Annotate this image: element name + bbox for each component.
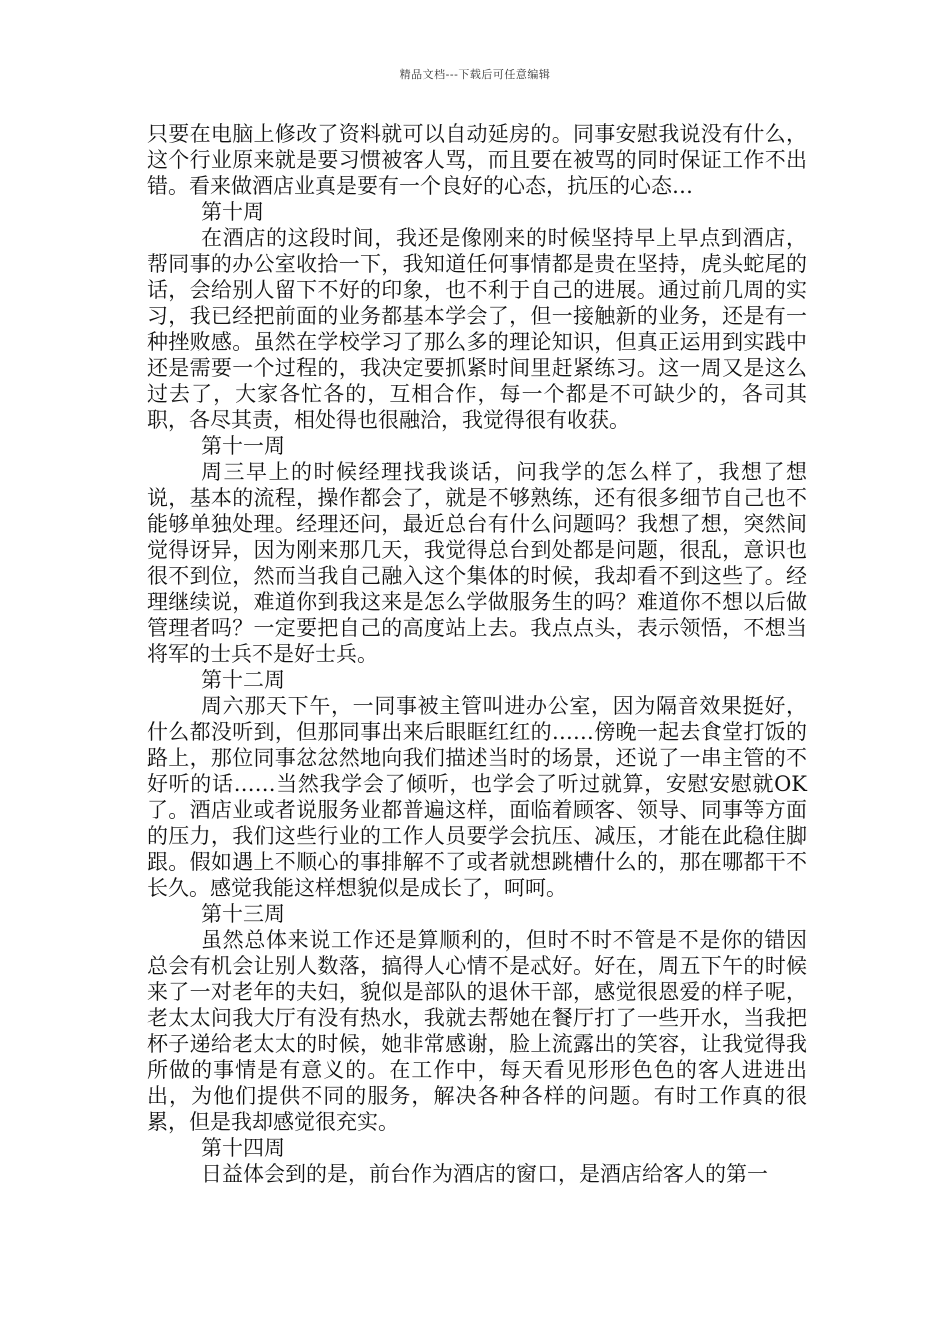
section-heading-week-11: 第十一周 bbox=[201, 434, 285, 458]
section-heading-week-12: 第十二周 bbox=[201, 668, 285, 692]
section-paragraph-week-13: 虽然总体来说工作还是算顺利的，但时不时不管是不是你的错因总会有机会让别人数落，搞得人心情不是忒好。好在，周五下午的时候来了一对老年的夫妇，貌似是部队的退休干部，感觉很恩爱的样子呢，老太太问我大厅有没有热水，我就去帮她在餐厅打了一些开水，当我把杯子递给老太太的时候，她非常感谢，脸上流露出的笑容，让我觉得我所做的事情是有意义的。在工作中，每天看见形形色色的客人进进出出，为他们提供不同的服务，解决各种各样的问题。有时工作真的很累，但是我却感觉很充实。 bbox=[147, 928, 807, 1134]
page-header: 精品文档---下载后可任意编辑 bbox=[399, 68, 551, 81]
section-heading-week-14: 第十四周 bbox=[201, 1136, 285, 1160]
section-paragraph-week-11: 周三早上的时候经理找我谈话，问我学的怎么样了，我想了想说，基本的流程，操作都会了，就是不够熟练，还有很多细节自己也不能够单独处理。经理还问，最近总台有什么问题吗？我想了想，突然间觉得讶异，因为刚来那几天，我觉得总台到处都是问题，很乱，意识也很不到位，然而当我自己融入这个集体的时候，我却看不到这些了。经理继续说，难道你到我这来是怎么学做服务生的吗？难道你不想以后做管理者吗？一定要把自己的高度站上去。我点点头，表示领悟，不想当将军的士兵不是好士兵。 bbox=[147, 460, 807, 666]
section-paragraph-week-14: 日益体会到的是，前台作为酒店的窗口，是酒店给客人的第一 bbox=[201, 1162, 768, 1186]
section-paragraph-week-10: 在酒店的这段时间，我还是像刚来的时候坚持早上早点到酒店，帮同事的办公室收拾一下，我知道任何事情都是贵在坚持，虎头蛇尾的话，会给别人留下不好的印象，也不利于自己的进展。通过前几周的实习，我已经把前面的业务都基本学会了，但一接触新的业务，还是有一种挫败感。虽然在学校学习了那么多的理论知识，但真正运用到实践中还是需要一个过程的，我决定要抓紧时间里赶紧练习。这一周又是这么过去了，大家各忙各的，互相合作，每一个都是不可缺少的，各司其职，各尽其责，相处得也很融洽，我觉得很有收获。 bbox=[147, 226, 807, 432]
section-paragraph-week-12: 周六那天下午，一同事被主管叫进办公室，因为隔音效果挺好，什么都没听到，但那同事出来后眼眶红红的……傍晚一起去食堂打饭的路上，那位同事忿忿然地向我们描述当时的场景，还说了一串主管的不好听的话……当然我学会了倾听，也学会了听过就算，安慰安慰就OK了。酒店业或者说服务业都普遍这样，面临着顾客、领导、同事等方面的压力，我们这些行业的工作人员要学会抗压、减压，才能在此稳住脚跟。假如遇上不顺心的事排解不了或者就想跳槽什么的，那在哪都干不长久。感觉我能这样想貌似是成长了，呵呵。 bbox=[147, 694, 807, 900]
section-heading-week-10: 第十周 bbox=[201, 200, 264, 224]
document-body bbox=[147, 121, 807, 1187]
section-heading-week-13: 第十三周 bbox=[201, 902, 285, 926]
opening-paragraph: 只要在电脑上修改了资料就可以自动延房的。同事安慰我说没有什么，这个行业原来就是要习惯被客人骂，而且要在被骂的同时保证工作不出错。看来做酒店业真是要有一个良好的心态，抗压的心态… bbox=[147, 122, 807, 198]
